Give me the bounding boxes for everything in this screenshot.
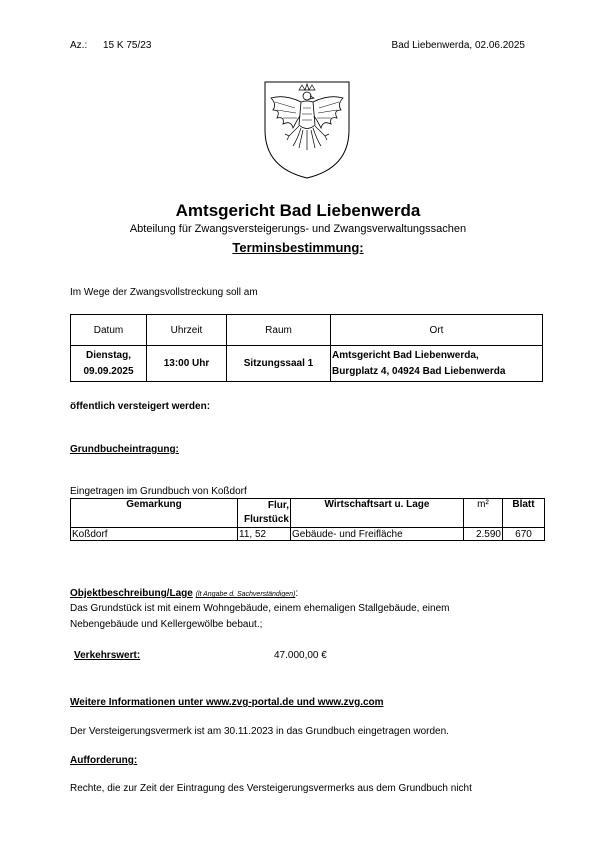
appointment-room: Sitzungssaal 1 bbox=[227, 346, 331, 382]
object-note: (lt Angabe d. Sachverständigen) bbox=[195, 591, 296, 598]
cell-flur: 11, 52 bbox=[238, 528, 291, 541]
col-header-area: m² bbox=[464, 499, 503, 528]
market-value-amount: 47.000,00 € bbox=[274, 650, 327, 661]
col-header-place: Ort bbox=[331, 315, 543, 346]
col-header-blatt: Blatt bbox=[503, 499, 545, 528]
appointment-time: 13:00 Uhr bbox=[147, 346, 227, 382]
cell-wirtschaftsart: Gebäude- und Freifläche bbox=[291, 528, 464, 541]
object-description-line2: Nebengebäude und Kellergewölbe bebaut.; bbox=[70, 619, 263, 630]
appointment-table bbox=[70, 314, 543, 382]
appointment-weekday: Dienstag, bbox=[85, 349, 131, 361]
brandenburg-eagle-crest-icon bbox=[263, 80, 351, 180]
cell-gemarkung: Koßdorf bbox=[71, 528, 238, 541]
file-reference-number: 15 K 75/23 bbox=[103, 40, 152, 51]
col-header-date: Datum bbox=[71, 315, 147, 346]
col-header-time: Uhrzeit bbox=[147, 315, 227, 346]
more-info-text: Weitere Informationen unter www.zvg-portal.de und www.zvg.com bbox=[70, 697, 384, 708]
object-colon: : bbox=[295, 588, 299, 599]
document-title: Terminsbestimmung: bbox=[232, 240, 364, 255]
col-header-flur-line2: Flurstück bbox=[243, 514, 289, 525]
auction-statement: öffentlich versteigert werden: bbox=[70, 401, 211, 412]
col-header-wirtschaftsart: Wirtschaftsart u. Lage bbox=[291, 499, 464, 528]
col-header-room: Raum bbox=[227, 315, 331, 346]
place-and-date: Bad Liebenwerda, 02.06.2025 bbox=[391, 40, 525, 51]
col-header-flur-line1: Flur, bbox=[267, 500, 289, 511]
auction-note: Der Versteigerungsvermerk ist am 30.11.2023 in das Grundbuch eingetragen worden. bbox=[70, 726, 449, 737]
cell-blatt: 670 bbox=[503, 528, 545, 541]
land-register-text: Eingetragen im Grundbuch von Koßdorf bbox=[70, 486, 247, 497]
col-header-gemarkung: Gemarkung bbox=[71, 499, 238, 528]
appointment-place-line1: Amtsgericht Bad Liebenwerda, bbox=[332, 349, 479, 361]
object-heading: Objektbeschreibung/Lage bbox=[70, 588, 193, 599]
court-name: Amtsgericht Bad Liebenwerda bbox=[175, 201, 421, 220]
demand-heading: Aufforderung: bbox=[70, 755, 138, 766]
appointment-date bbox=[71, 346, 147, 382]
object-heading-line bbox=[70, 588, 298, 599]
land-register-heading: Grundbucheintragung: bbox=[70, 444, 179, 455]
appointment-row bbox=[71, 346, 543, 382]
appointment-day: 09.09.2025 bbox=[83, 365, 134, 377]
table-row bbox=[71, 528, 545, 541]
file-reference-label: Az.: bbox=[70, 40, 88, 51]
col-header-flur bbox=[238, 499, 291, 528]
intro-text: Im Wege der Zwangsvollstreckung soll am bbox=[70, 287, 258, 298]
department-name: Abteilung für Zwangsversteigerungs- und Zwangsverwaltungssachen bbox=[129, 223, 467, 235]
land-register-table bbox=[70, 498, 545, 541]
object-description-line1: Das Grundstück ist mit einem Wohngebäude, einem ehemaligen Stallgebäude, einem bbox=[70, 603, 450, 614]
market-value-label: Verkehrswert: bbox=[74, 650, 141, 661]
appointment-place bbox=[331, 346, 543, 382]
demand-text: Rechte, die zur Zeit der Eintragung des Versteigerungsvermerks aus dem Grundbuch nicht bbox=[70, 783, 472, 794]
appointment-place-line2: Burgplatz 4, 04924 Bad Liebenwerda bbox=[332, 365, 506, 377]
cell-area: 2.590 bbox=[464, 528, 503, 541]
